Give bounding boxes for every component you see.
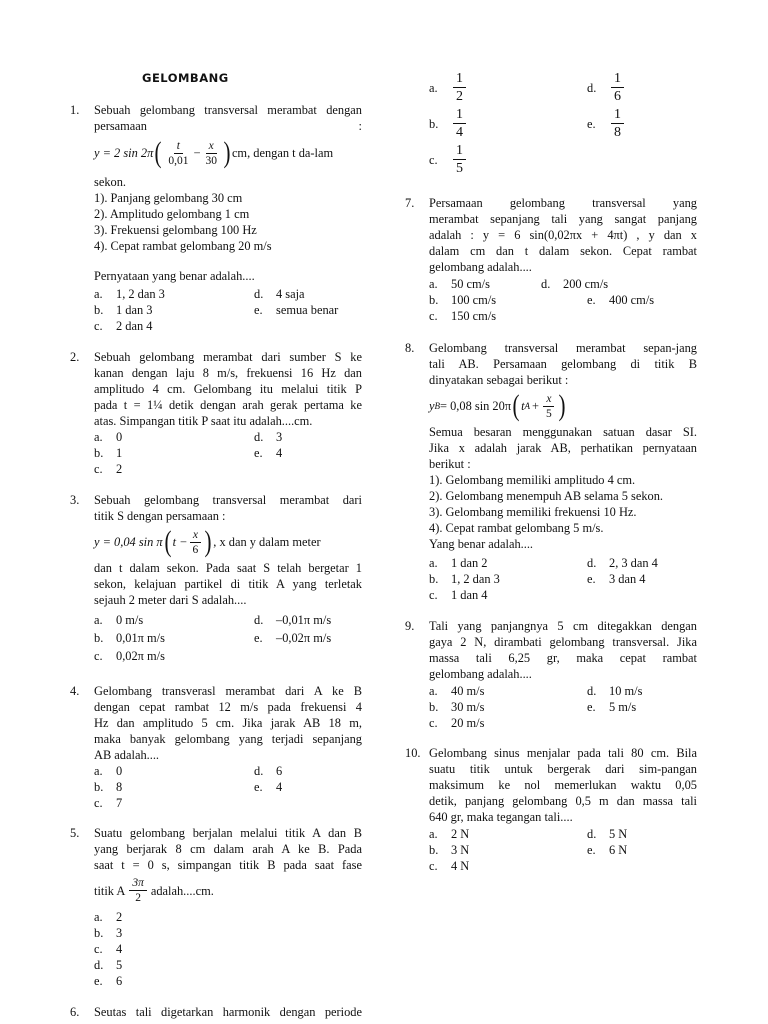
option-d[interactable]: d. 5 (94, 958, 123, 972)
option-c[interactable]: c. 1 dan 4 (429, 588, 488, 602)
question-prompt: Pernyataan yang benar adalah.... (94, 269, 255, 283)
answer-options (94, 612, 362, 663)
equation: y B = 0,08 sin 20π ( t A + $\frac{x}{5}$ ) (429, 389, 566, 422)
question-number: 5. (70, 826, 80, 840)
question-number: 6. (70, 1005, 80, 1019)
option-b[interactable]: b. 1 (94, 446, 123, 460)
option-b[interactable]: b. 3 (94, 926, 123, 940)
answer-options (94, 286, 362, 334)
question-line: dinyatakan sebagai berikut : (429, 373, 569, 387)
answer-options (94, 909, 362, 989)
option-d[interactable]: d. 200 cm/s (541, 277, 609, 291)
question-line: kanan dengan laju 8 m/s, frekuensi 16 Hz dan (94, 366, 362, 380)
answer-options (429, 276, 697, 324)
equation: y = 2 sin 2π ( $\frac{t}{0,01}$ − $\frac{x}{30}$ ) cm, dengan t da-lam (94, 136, 334, 169)
option-a[interactable]: a. 0 (94, 764, 123, 778)
question-line: dalam cm dan t dalam sekon. Cepat rambat (429, 244, 697, 258)
question-number: 7. (405, 196, 415, 210)
option-c[interactable]: c. 2 dan 4 (94, 319, 153, 333)
question-line: Gelombang sinus menjalar pada tali 80 cm. Bila (429, 746, 697, 760)
worksheet-title: GELOMBANG (142, 71, 229, 85)
option-c[interactable]: c. 150 cm/s (429, 309, 497, 323)
option-d[interactable]: d. 3 (254, 430, 283, 444)
option-a[interactable]: a. 0 m/s (94, 613, 144, 627)
option-b[interactable]: b. 3 N (429, 843, 470, 857)
question-line: Seutas tali digetarkan harmonik dengan periode (94, 1005, 362, 1019)
question-line: Semua besaran menggunakan satuan dasar SI. (429, 425, 697, 439)
option-c[interactable]: c. 20 m/s (429, 716, 485, 730)
question-line: tali AB. Persamaan gelombang di titik B (429, 357, 697, 371)
question-line: massa tali 6,25 gr, maka cepat rambat (429, 651, 697, 665)
option-e[interactable]: e. 5 m/s (587, 700, 637, 714)
statement-item: 1). Panjang gelombang 30 cm (94, 191, 243, 205)
option-e[interactable]: e. 400 cm/s (587, 293, 655, 307)
question-line: gelombang adalah.... (429, 667, 532, 681)
question-line: Hz dan amplitudo 5 cm. Jika jarak AB 18 m, (94, 716, 362, 730)
question-line: Sebuah gelombang merambat dari sumber S ke (94, 350, 362, 364)
statement-list (429, 472, 697, 536)
answer-options (429, 683, 697, 731)
question-line: atas. Simpangan titik P saat itu adalah....cm. (94, 414, 313, 428)
question-line: Suatu gelombang berjalan melalui titik A dan B (94, 826, 362, 840)
option-b[interactable]: b. 0,01π m/s (94, 631, 165, 645)
question-line: Gelombang transversal merambat sepan-jang (429, 341, 697, 355)
question-line: yang berjarak 8 cm dalam arah A ke B. Pada (94, 842, 362, 856)
question-line: titik S dengan persamaan : (94, 509, 226, 523)
question-number: 4. (70, 684, 80, 698)
statement-item: 3). Frekuensi gelombang 100 Hz (94, 223, 257, 237)
question-line: amplitudo 4 cm. Gelombang itu melalui titik P (94, 382, 362, 396)
option-c[interactable]: c. $\frac{1}{5}$ (429, 142, 468, 177)
option-e[interactable]: e. 4 (254, 780, 283, 794)
question-line: saat t = 0 s, simpangan titik B pada saat fase (94, 858, 362, 872)
answer-options (94, 763, 362, 811)
option-d[interactable]: d. 4 saja (254, 287, 305, 301)
option-c[interactable]: c. 0,02π m/s (94, 649, 165, 663)
option-a[interactable]: a. 1 dan 2 (429, 556, 488, 570)
statement-item: 3). Gelombang memiliki frekuensi 10 Hz. (429, 505, 637, 519)
option-d[interactable]: d. 6 (254, 764, 283, 778)
option-e[interactable]: e. 6 (94, 974, 123, 988)
statement-item: 1). Gelombang memiliki amplitudo 4 cm. (429, 473, 636, 487)
option-b[interactable]: b. 1 dan 3 (94, 303, 153, 317)
equation: y = 0,04 sin π ( t − $\frac{x}{6}$ ) , x dan y dalam meter (94, 525, 321, 558)
option-e[interactable]: e. semua benar (254, 303, 339, 317)
answer-options (429, 555, 697, 603)
option-a[interactable]: a. 1, 2 dan 3 (94, 287, 165, 301)
question-line: 640 gr, maka tegangan tali.... (429, 810, 573, 824)
question-prompt: Yang benar adalah.... (429, 537, 534, 551)
question-line: sejauh 2 meter dari S adalah.... (94, 593, 247, 607)
option-d[interactable]: d. $\frac{1}{6}$ (587, 70, 626, 105)
question-number: 1. (70, 103, 80, 117)
option-b[interactable]: b. 100 cm/s (429, 293, 497, 307)
question-line: gelombang adalah.... (429, 260, 532, 274)
option-b[interactable]: b. 8 (94, 780, 123, 794)
answer-options (429, 826, 697, 874)
question-number: 8. (405, 341, 415, 355)
option-e[interactable]: e. 6 N (587, 843, 628, 857)
option-a[interactable]: a. 40 m/s (429, 684, 485, 698)
option-d[interactable]: d. 10 m/s (587, 684, 643, 698)
question-line: maka banyak gelombang yang terjadi sepanjang (94, 732, 362, 746)
question-line: Persamaan gelombang transversal yang (429, 196, 697, 210)
question-line: dan t dalam sekon. Pada saat S telah bergetar 1 (94, 561, 362, 575)
question-line: berikut : (429, 457, 471, 471)
question-line: Tali yang panjangnya 5 cm ditegakkan dengan (429, 619, 697, 633)
question-number: 3. (70, 493, 80, 507)
option-b[interactable]: b. 1, 2 dan 3 (429, 572, 500, 586)
option-c[interactable]: c. 2 (94, 462, 123, 476)
option-d[interactable]: d. 2, 3 dan 4 (587, 556, 658, 570)
answer-options (94, 429, 362, 477)
question-line: detik, panjang gelombang 0,5 m dan massa tali (429, 794, 697, 808)
option-a[interactable]: a. 2 N (429, 827, 470, 841)
question-number: 9. (405, 619, 415, 633)
question-line: sekon, kelajuan partikel di titik A yang terletak (94, 577, 362, 591)
option-e[interactable]: e. $\frac{1}{8}$ (587, 106, 626, 141)
option-b[interactable]: b. 30 m/s (429, 700, 485, 714)
option-a[interactable]: a. 0 (94, 430, 123, 444)
statement-item: 2). Gelombang menempuh AB selama 5 sekon. (429, 489, 663, 503)
question-text: sekon. (94, 175, 127, 189)
option-c[interactable]: c. 4 N (429, 859, 470, 873)
statement-item: 4). Cepat rambat gelombang 5 m/s. (429, 521, 604, 535)
option-c[interactable]: c. 7 (94, 796, 123, 810)
option-d[interactable]: d. –0,01π m/s (254, 613, 332, 627)
question-line: merambat sepanjang tali yang sangat panjang (429, 212, 697, 226)
question-line: pada t = 1¼ detik dengan arah gerak pertama ke (94, 398, 362, 412)
question-line: dengan cepat rambat 12 m/s pada frekuensi 4 (94, 700, 362, 714)
equation: titik A $\frac{3\pi}{2}$ adalah....cm. (94, 877, 214, 904)
question-number: 2. (70, 350, 80, 364)
statement-item: 4). Cepat rambat gelombang 20 m/s (94, 239, 272, 253)
question-line: gaya 2 N, dirambati gelombang transversal. Jika (429, 635, 697, 649)
option-a[interactable]: a. $\frac{1}{2}$ (429, 70, 468, 105)
option-c[interactable]: c. 4 (94, 942, 123, 956)
option-e[interactable]: e. –0,02π m/s (254, 631, 332, 645)
question-line: maksimum ke nol memerlukan waktu 0,05 (429, 778, 697, 792)
question-number: 10. (405, 746, 421, 760)
option-e[interactable]: e. 4 (254, 446, 283, 460)
option-e[interactable]: e. 3 dan 4 (587, 572, 646, 586)
option-a[interactable]: a. 2 (94, 910, 123, 924)
question-line: Jika x adalah jarak AB, perhatikan pernyataan (429, 441, 697, 455)
question-line: Gelombang transverasl merambat dari A ke B (94, 684, 362, 698)
statement-list (94, 190, 362, 254)
option-b[interactable]: b. $\frac{1}{4}$ (429, 106, 468, 141)
question-line: AB adalah.... (94, 748, 160, 762)
question-text: Sebuah gelombang transversal merambat dengan persamaan : (94, 103, 362, 133)
question-line: Sebuah gelombang transversal merambat dari (94, 493, 362, 507)
option-a[interactable]: a. 50 cm/s (429, 277, 490, 291)
question-line: suatu titik untuk bergerak dari sim-pangan (429, 762, 697, 776)
question-6-options (429, 70, 697, 180)
equation: adalah : y = 6 sin(0,02πx + 4πt) , y dan x (429, 228, 697, 242)
statement-item: 2). Amplitudo gelombang 1 cm (94, 207, 250, 221)
option-d[interactable]: d. 5 N (587, 827, 628, 841)
